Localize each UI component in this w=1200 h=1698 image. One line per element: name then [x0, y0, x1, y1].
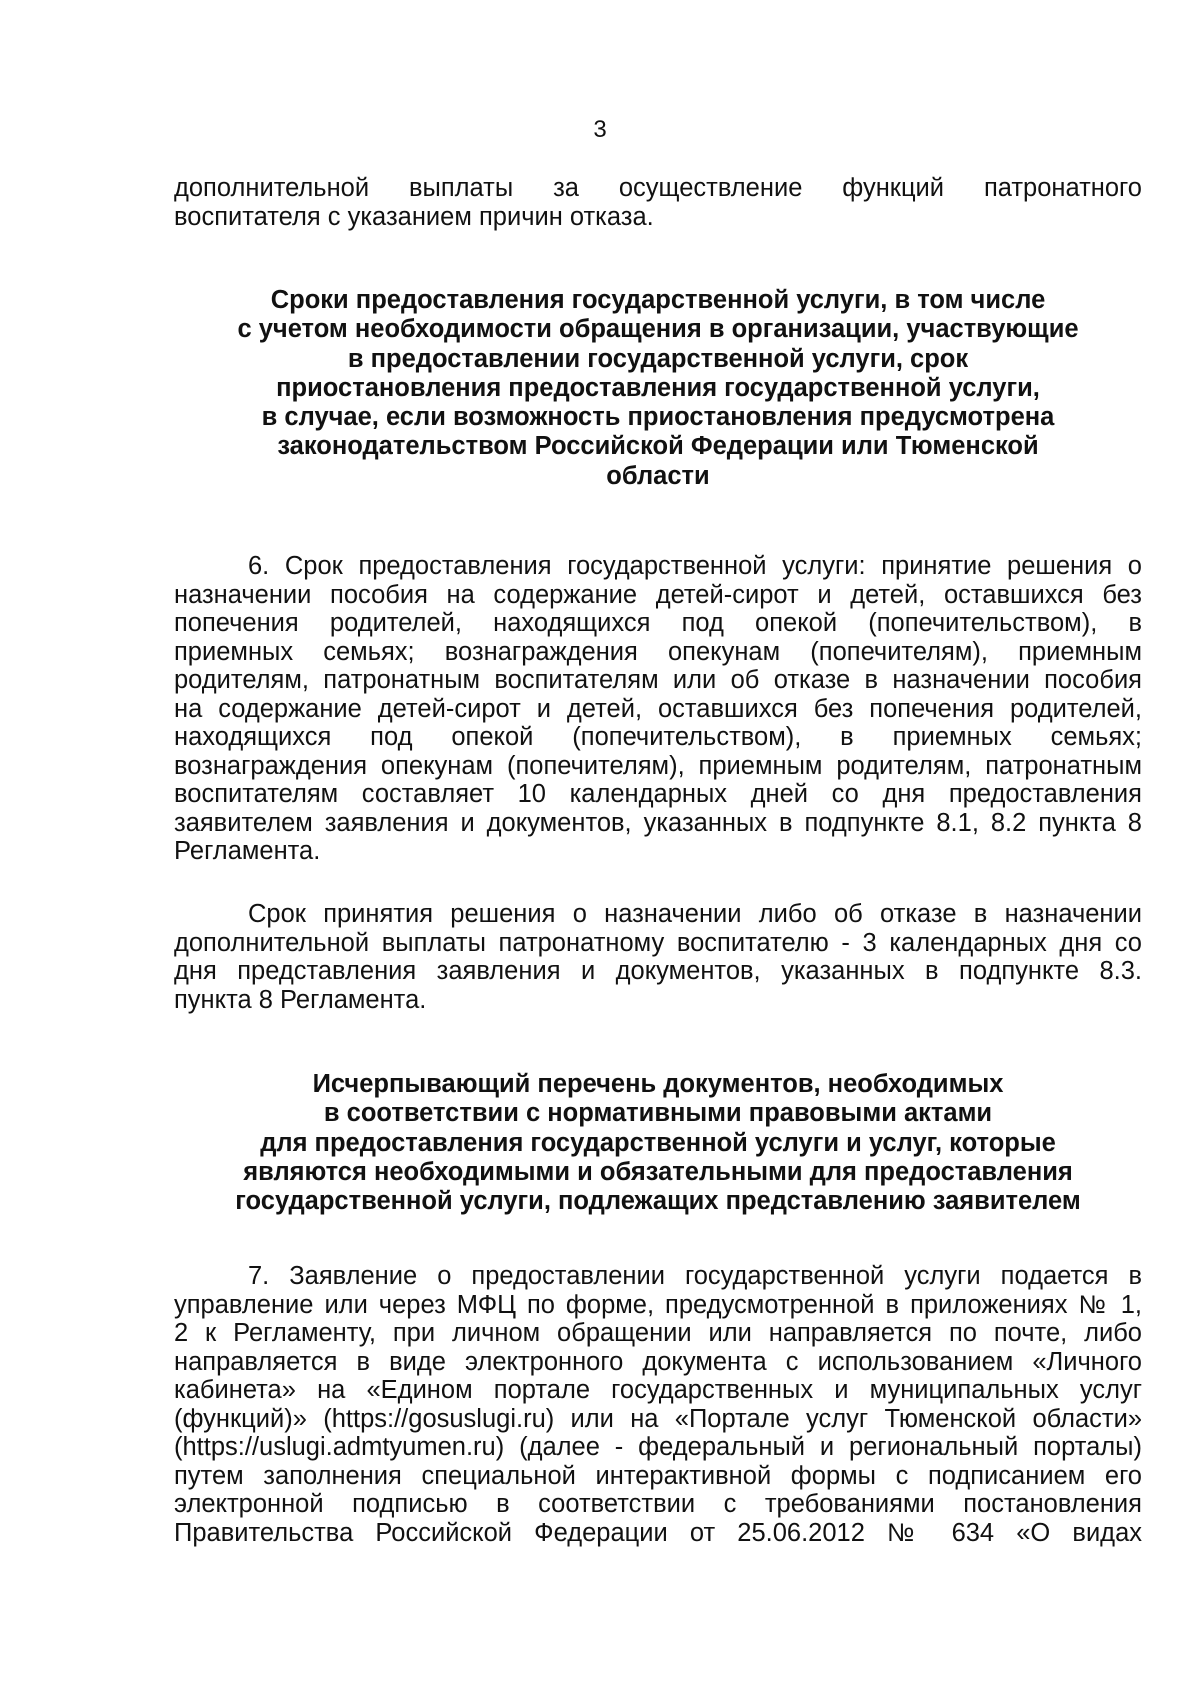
text-line: воспитателя с указанием причин отказа. [174, 202, 654, 231]
text-line: заявителем заявления и документов, указанных в подпункте 8.1, 8.2 пункта 8 [174, 808, 1142, 837]
text-line: приемных семьях; вознаграждения опекунам (попечителям), приемным [174, 637, 1142, 666]
heading-line: области [606, 461, 710, 490]
text-line: родителям, патронатным воспитателям или об отказе в назначении пособия [174, 666, 1142, 694]
item-6-paragraph [174, 552, 1142, 866]
text-line: пункта 8 Регламента. [174, 985, 427, 1014]
heading-line: в случае, если возможность приостановления предусмотрена [261, 403, 1055, 432]
intro-paragraph [174, 174, 1142, 231]
text-line: электронной подписью в соответствии с требованиями постановления [174, 1490, 1142, 1518]
text-line: (https://uslugi.admtyumen.ru) (далее - федеральный и региональный порталы) [174, 1433, 1142, 1461]
heading-line: в соответствии с нормативными правовыми актами [323, 1099, 993, 1128]
heading-line: для предоставления государственной услуги и услуг, которые [260, 1128, 1056, 1157]
heading-line: Исчерпывающий перечень документов, необходимых [312, 1070, 1004, 1098]
text-line: Срок принятия решения о назначении либо об отказе в назначении [248, 900, 1142, 928]
text-line: Правительства Российской Федерации от 25.06.2012 № 634 «О видах [174, 1518, 1142, 1547]
text-line: дополнительной выплаты за осуществление функций патронатного [174, 174, 1142, 202]
item-7-paragraph [174, 1262, 1142, 1547]
heading-line: с учетом необходимости обращения в организации, участвующие [237, 315, 1079, 344]
section-heading-documents [174, 1070, 1142, 1216]
heading-line: являются необходимыми и обязательными для предоставления [243, 1157, 1073, 1186]
text-line: дня представления заявления и документов, указанных в подпункте 8.3. [174, 957, 1142, 985]
text-line: назначении пособия на содержание детей-сирот и детей, оставшихся без [174, 580, 1142, 609]
text-line: Регламента. [174, 837, 321, 865]
text-line: 7. Заявление о предоставлении государственной услуги подается в [248, 1262, 1142, 1290]
text-line: управление или через МФЦ по форме, предусмотренной в приложениях № 1, [174, 1290, 1142, 1319]
text-line: воспитателям составляет 10 календарных дней со дня предоставления [174, 780, 1142, 808]
text-line: (функций)» (https://gosuslugi.ru) или на «Портале услуг Тюменской области» [174, 1404, 1142, 1433]
text-line: 6. Срок предоставления государственной услуги: принятие решения о [248, 552, 1142, 580]
section-heading-terms [174, 286, 1142, 491]
page-number: 3 [593, 116, 607, 143]
heading-line: приостановления предоставления государственной услуги, [276, 373, 1040, 402]
item-6-second-paragraph [174, 900, 1142, 1014]
text-line: направляется в виде электронного документа с использованием «Личного [174, 1347, 1142, 1376]
heading-line: государственной услуги, подлежащих представлению заявителем [235, 1187, 1081, 1216]
text-line: попечения родителей, находящихся под опекой (попечительством), в [174, 609, 1142, 637]
heading-line: в предоставлении государственной услуги, срок [347, 344, 969, 373]
heading-line: Сроки предоставления государственной услуги, в том числе [270, 286, 1046, 314]
text-line: 2 к Регламенту, при личном обращении или направляется по почте, либо [174, 1319, 1142, 1347]
text-line: на содержание детей-сирот и детей, оставшихся без попечения родителей, [174, 694, 1142, 723]
text-line: дополнительной выплаты патронатному воспитателю - 3 календарных дня со [174, 928, 1142, 957]
text-line: кабинета» на «Едином портале государственных и муниципальных услуг [174, 1376, 1142, 1404]
heading-line: законодательством Российской Федерации или Тюменской [277, 432, 1039, 461]
text-line: путем заполнения специальной интерактивной формы с подписанием его [174, 1461, 1142, 1490]
text-line: вознаграждения опекунам (попечителям), приемным родителям, патронатным [174, 751, 1142, 780]
text-line: находящихся под опекой (попечительством), в приемных семьях; [174, 723, 1142, 751]
